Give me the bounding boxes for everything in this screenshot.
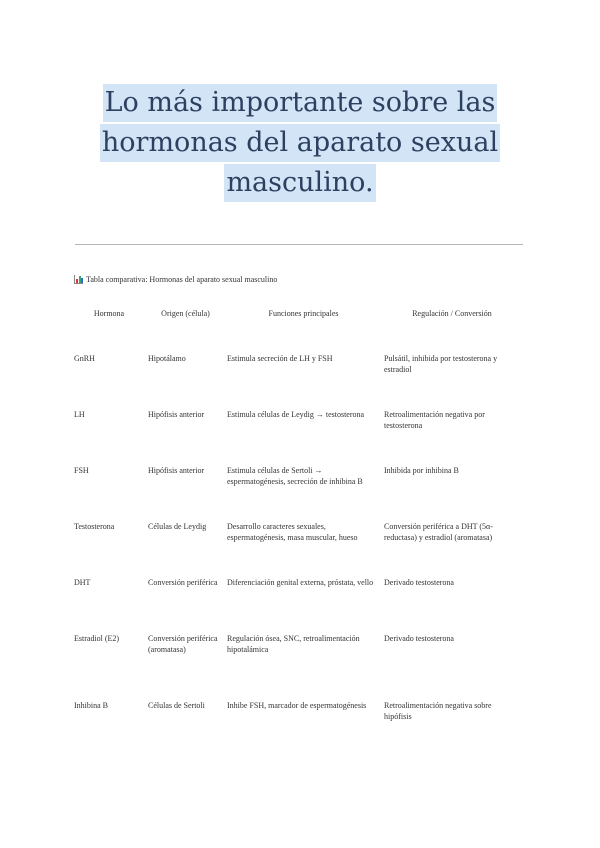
cell-hormona: Estradiol (E2) (74, 634, 120, 643)
cell-origen: Hipófisis anterior (148, 410, 205, 419)
title-line-1: Lo más importante sobre las (103, 84, 498, 122)
cell-hormona: Testosterona (74, 522, 115, 531)
table-row (74, 353, 524, 375)
cell-origen: Células de Leydig (148, 522, 207, 531)
cell-regulacion: Derivado testosterona (384, 634, 454, 643)
table-row (74, 700, 524, 722)
cell-funciones: Estimula células de Sertoli → espermatogénesis, secreción de inhibina B (227, 466, 363, 486)
table-row (74, 465, 524, 487)
cell-origen: Hipófisis anterior (148, 466, 205, 475)
page-title (75, 84, 525, 204)
chart-icon (74, 275, 83, 284)
table-row (74, 521, 524, 543)
title-line-2: hormonas del aparato sexual (100, 124, 500, 162)
cell-origen: Conversión periférica (aromatasa) (148, 634, 218, 654)
cell-funciones: Estimula secreción de LH y FSH (227, 354, 333, 363)
cell-origen: Células de Sertoli (148, 701, 205, 710)
cell-funciones: Inhibe FSH, marcador de espermatogénesis (227, 701, 367, 710)
cell-hormona: LH (74, 410, 85, 419)
cell-hormona: DHT (74, 578, 91, 587)
cell-regulacion: Derivado testosterona (384, 578, 454, 587)
header-hormona: Hormona (93, 308, 125, 318)
cell-funciones: Regulación ósea, SNC, retroalimentación hipotalámica (227, 634, 360, 654)
table-caption (74, 275, 277, 284)
cell-funciones: Diferenciación genital externa, próstata, vello (227, 578, 374, 587)
cell-funciones: Estimula células de Leydig → testosterona (227, 410, 365, 419)
cell-regulacion: Inhibida por inhibina B (384, 466, 459, 475)
table-row (74, 409, 524, 431)
header-origen: Origen (célula) (161, 308, 210, 318)
cell-origen: Hipotálamo (148, 354, 186, 363)
table-header-row (74, 300, 524, 326)
cell-hormona: GnRH (74, 354, 95, 363)
cell-hormona: Inhibina B (74, 701, 108, 710)
horizontal-divider (75, 244, 523, 245)
title-line-3: masculino. (224, 164, 375, 202)
header-funciones: Funciones principales (268, 308, 339, 318)
table-row (74, 577, 524, 588)
table-row (74, 633, 524, 655)
cell-origen: Conversión periférica (148, 578, 218, 587)
cell-regulacion: Retroalimentación negativa sobre hipófisis (384, 701, 492, 721)
header-regulacion: Regulación / Conversión (412, 308, 492, 318)
cell-regulacion: Conversión periférica a DHT (5α-reductasa) y estradiol (aromatasa) (384, 522, 493, 542)
cell-regulacion: Retroalimentación negativa por testosterona (384, 410, 485, 430)
cell-funciones: Desarrollo caracteres sexuales, espermatogénesis, masa muscular, hueso (227, 522, 358, 542)
hormone-table (74, 300, 524, 721)
cell-regulacion: Pulsátil, inhibida por testosterona y estradiol (384, 354, 498, 374)
cell-hormona: FSH (74, 466, 89, 475)
table-caption-text: Tabla comparativa: Hormonas del aparato sexual masculino (86, 275, 278, 284)
